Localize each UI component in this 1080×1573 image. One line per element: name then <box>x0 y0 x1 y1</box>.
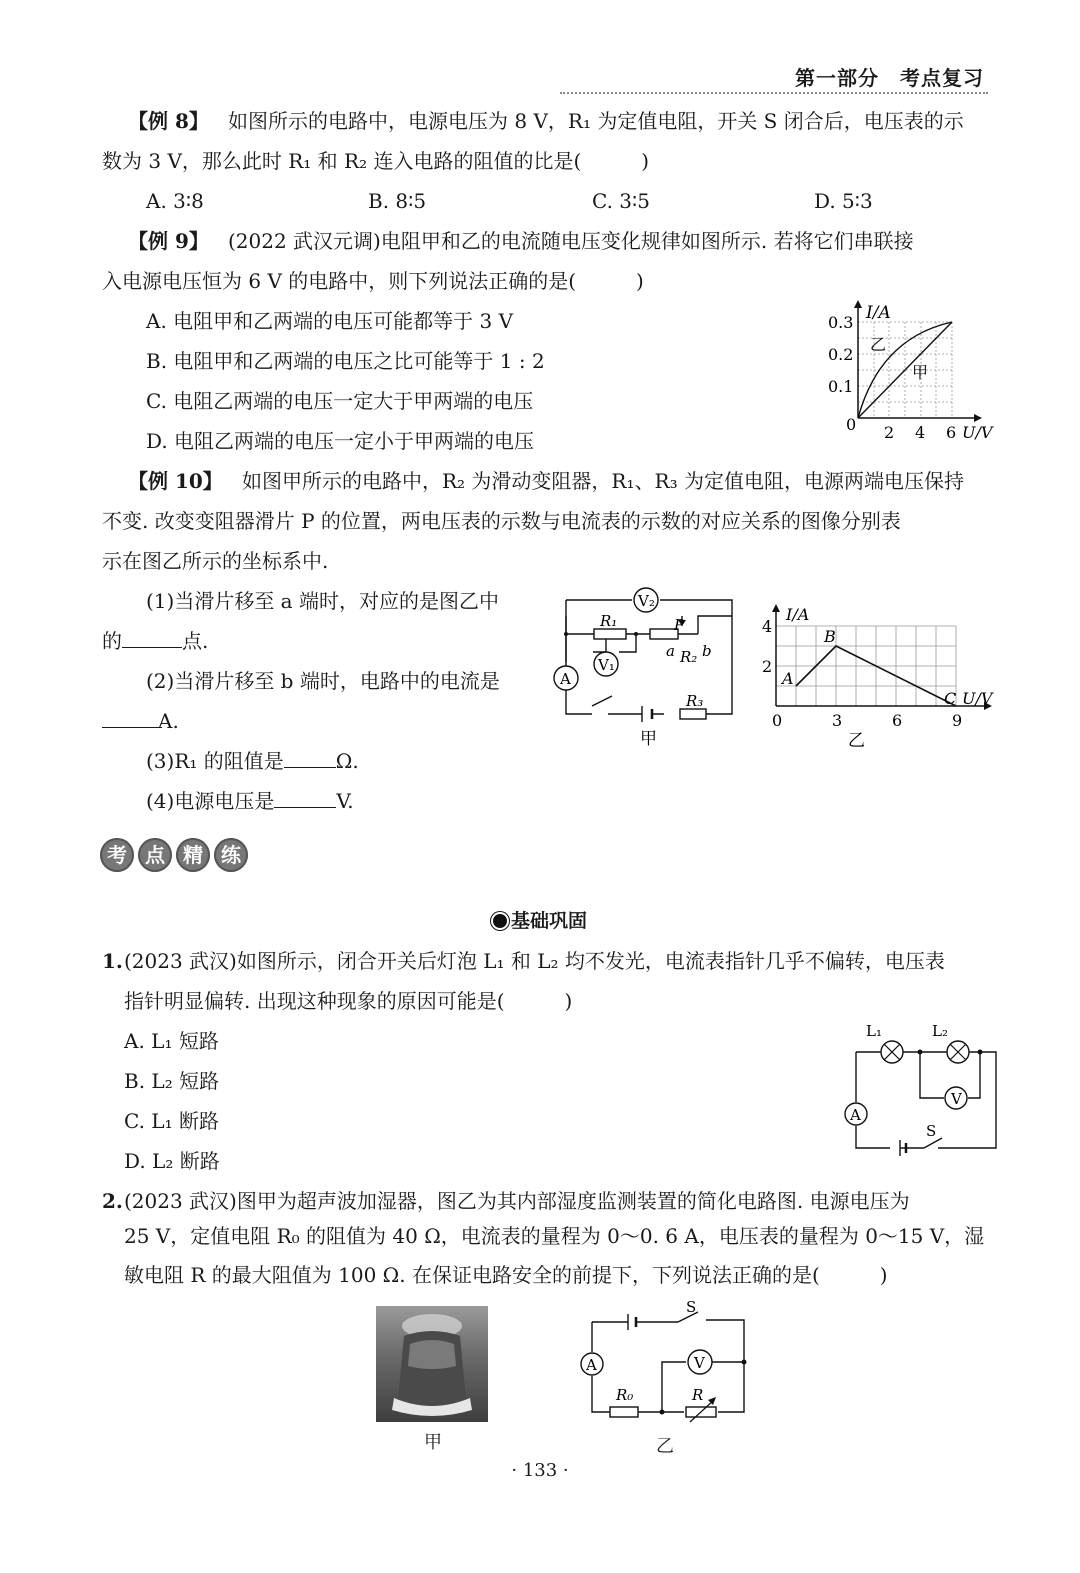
ex9-ytick: 0.2 <box>828 345 854 364</box>
ex8-option-c: C. 3∶5 <box>592 189 650 213</box>
ex10-r1-label: R₁ <box>600 612 618 630</box>
q2-caption-jia: 甲 <box>424 1432 442 1453</box>
ex10-ammeter-label: A <box>560 670 571 688</box>
q2-v-label: V <box>694 1354 705 1372</box>
page-number: · 133 · <box>511 1460 569 1481</box>
header-rule <box>560 92 988 94</box>
section-badge: 练 <box>214 838 248 872</box>
ex10-v2-label: V₂ <box>638 592 655 610</box>
ex10-q2-line2: A. <box>102 708 179 734</box>
q1-circuit <box>836 1018 1006 1168</box>
ex10-xtick: 3 <box>832 711 843 730</box>
ex9-ytick: 0.1 <box>828 377 854 396</box>
ex9-ytick: 0.3 <box>828 313 854 332</box>
q2-a-label: A <box>586 1356 597 1374</box>
ex10-xtick: 6 <box>892 711 903 730</box>
ex10-q1-line1: (1)当滑片移至 a 端时，对应的是图乙中 <box>146 589 499 613</box>
answer-blank[interactable] <box>284 749 336 768</box>
ex9-xtick: 2 <box>884 423 895 442</box>
q1-option-a: A. L₁ 短路 <box>124 1029 219 1053</box>
ex10-xtick: 9 <box>952 711 963 730</box>
ex10-graph-xlabel: U/V <box>962 689 993 708</box>
ex10-line1: 如图甲所示的电路中，R₂ 为滑动变阻器，R₁、R₃ 为定值电阻，电源两端电压保持 <box>242 469 964 493</box>
ex10-tag: 【例 10】 <box>128 469 223 493</box>
q2-line3: 敏电阻 R 的最大阻值为 100 Ω. 在保证电路安全的前提下，下列说法正确的是( ) <box>124 1263 888 1287</box>
ex10-point-b: B <box>824 627 836 646</box>
ex9-curve-yi: 乙 <box>870 335 887 354</box>
ex10-q1-line2: 的 点. <box>102 629 209 653</box>
running-header: 第一部分 考点复习 <box>795 66 984 90</box>
ex10-graph-caption: 乙 <box>848 731 865 751</box>
ex9-option-b: B. 电阻甲和乙两端的电压之比可能等于 1 : 2 <box>146 349 545 373</box>
ex10-line3: 示在图乙所示的坐标系中. <box>102 549 329 573</box>
ex10-point-a: A <box>782 669 794 688</box>
q1-l2-label: L₂ <box>932 1022 948 1040</box>
ex9-tag: 【例 9】 <box>128 229 209 253</box>
ex10-v1-label: V₁ <box>598 656 615 674</box>
q2-caption-yi: 乙 <box>656 1436 674 1457</box>
answer-blank[interactable] <box>274 789 336 808</box>
ex9-xtick: 4 <box>915 423 926 442</box>
ex9-line2: 入电源电压恒为 6 V 的电路中，则下列说法正确的是( ) <box>102 269 644 293</box>
ex10-point-c: C <box>944 689 957 708</box>
ex10-ytick: 4 <box>762 617 773 636</box>
ex10-circuit-caption: 甲 <box>640 729 657 749</box>
ex8-tag: 【例 8】 <box>128 109 209 133</box>
ex8-line2: 数为 3 V，那么此时 R₁ 和 R₂ 连入电路的阻值的比是( ) <box>102 149 650 173</box>
ex9-option-c: C. 电阻乙两端的电压一定大于甲两端的电压 <box>146 389 534 413</box>
answer-blank[interactable] <box>102 709 158 728</box>
q2-line1: (2023 武汉)图甲为超声波加湿器，图乙为其内部湿度监测装置的简化电路图. 电源电压为 <box>124 1189 910 1213</box>
ex9-option-d: D. 电阻乙两端的电压一定小于甲两端的电压 <box>146 429 535 453</box>
ex8-line1: 如图所示的电路中，电源电压为 8 V，R₁ 为定值电阻，开关 S 闭合后，电压表的示 <box>228 109 964 133</box>
q1-option-d: D. L₂ 断路 <box>124 1149 220 1173</box>
ex9-graph-xlabel: U/V <box>962 423 993 442</box>
q2-r0-label: R₀ <box>616 1386 634 1404</box>
ex10-q4: (4)电源电压是 V. <box>146 789 354 813</box>
q1-line2: 指针明显偏转. 出现这种现象的原因可能是( ) <box>124 989 573 1013</box>
ex10-q2-line1: (2)当滑片移至 b 端时，电路中的电流是 <box>146 669 500 693</box>
ex9-origin: 0 <box>846 415 857 434</box>
ex10-p-label: P <box>674 616 685 634</box>
q1-a-label: A <box>850 1106 861 1124</box>
ex10-ytick: 2 <box>762 657 773 676</box>
q2-s-label: S <box>686 1298 697 1316</box>
q2-number: 2. <box>102 1189 123 1213</box>
ex10-graph-ylabel: I/A <box>786 605 810 624</box>
q1-line1: (2023 武汉)如图所示，闭合开关后灯泡 L₁ 和 L₂ 均不发光，电流表指针几乎不偏转，电压表 <box>124 949 945 973</box>
q1-s-label: S <box>926 1122 937 1140</box>
q1-option-c: C. L₁ 断路 <box>124 1109 219 1133</box>
humidifier-photo <box>376 1306 488 1422</box>
ex9-xtick: 6 <box>946 423 957 442</box>
ex9-graph-ylabel: I/A <box>866 303 891 323</box>
section-badges <box>100 838 248 872</box>
ex10-line2: 不变. 改变变阻器滑片 P 的位置，两电压表的示数与电流表的示数的对应关系的图像分别表 <box>102 509 901 533</box>
ex9-curve-jia: 甲 <box>912 363 929 382</box>
q1-number: 1. <box>102 949 123 973</box>
q1-option-b: B. L₂ 短路 <box>124 1069 220 1093</box>
ex10-xtick: 0 <box>772 711 783 730</box>
ex10-a-label: a <box>666 642 675 660</box>
answer-blank[interactable] <box>122 629 182 648</box>
q2-circuit <box>574 1296 760 1426</box>
ex10-b-label: b <box>702 642 712 660</box>
ex9-option-a: A. 电阻甲和乙两端的电压可能都等于 3 V <box>146 309 514 333</box>
ex10-r2-label: R₂ <box>680 648 698 666</box>
ex10-q3: (3)R₁ 的阻值是 Ω. <box>146 749 359 773</box>
q1-l1-label: L₁ <box>866 1022 882 1040</box>
ex8-option-a: A. 3∶8 <box>146 189 204 213</box>
ex10-circuit-jia <box>546 586 746 752</box>
ex10-iu-graph <box>756 600 998 752</box>
ex10-r3-label: R₃ <box>686 692 704 710</box>
section-subtitle: 基础巩固 <box>0 906 1080 933</box>
bullet-dot-icon <box>493 914 507 928</box>
section-badge: 考 <box>100 838 134 872</box>
q1-v-label: V <box>951 1090 962 1108</box>
section-badge: 点 <box>138 838 172 872</box>
q2-r-label: R <box>692 1386 704 1404</box>
ex8-option-b: B. 8∶5 <box>368 189 427 213</box>
ex9-iu-graph <box>820 298 1000 444</box>
ex9-line1: (2022 武汉元调)电阻甲和乙的电流随电压变化规律如图所示. 若将它们串联接 <box>228 229 914 253</box>
q2-line2: 25 V，定值电阻 R₀ 的阻值为 40 Ω，电流表的量程为 0～0. 6 A，电压表的量程为 0～15 V，湿 <box>124 1224 985 1248</box>
section-badge: 精 <box>176 838 210 872</box>
ex8-option-d: D. 5∶3 <box>814 189 873 213</box>
